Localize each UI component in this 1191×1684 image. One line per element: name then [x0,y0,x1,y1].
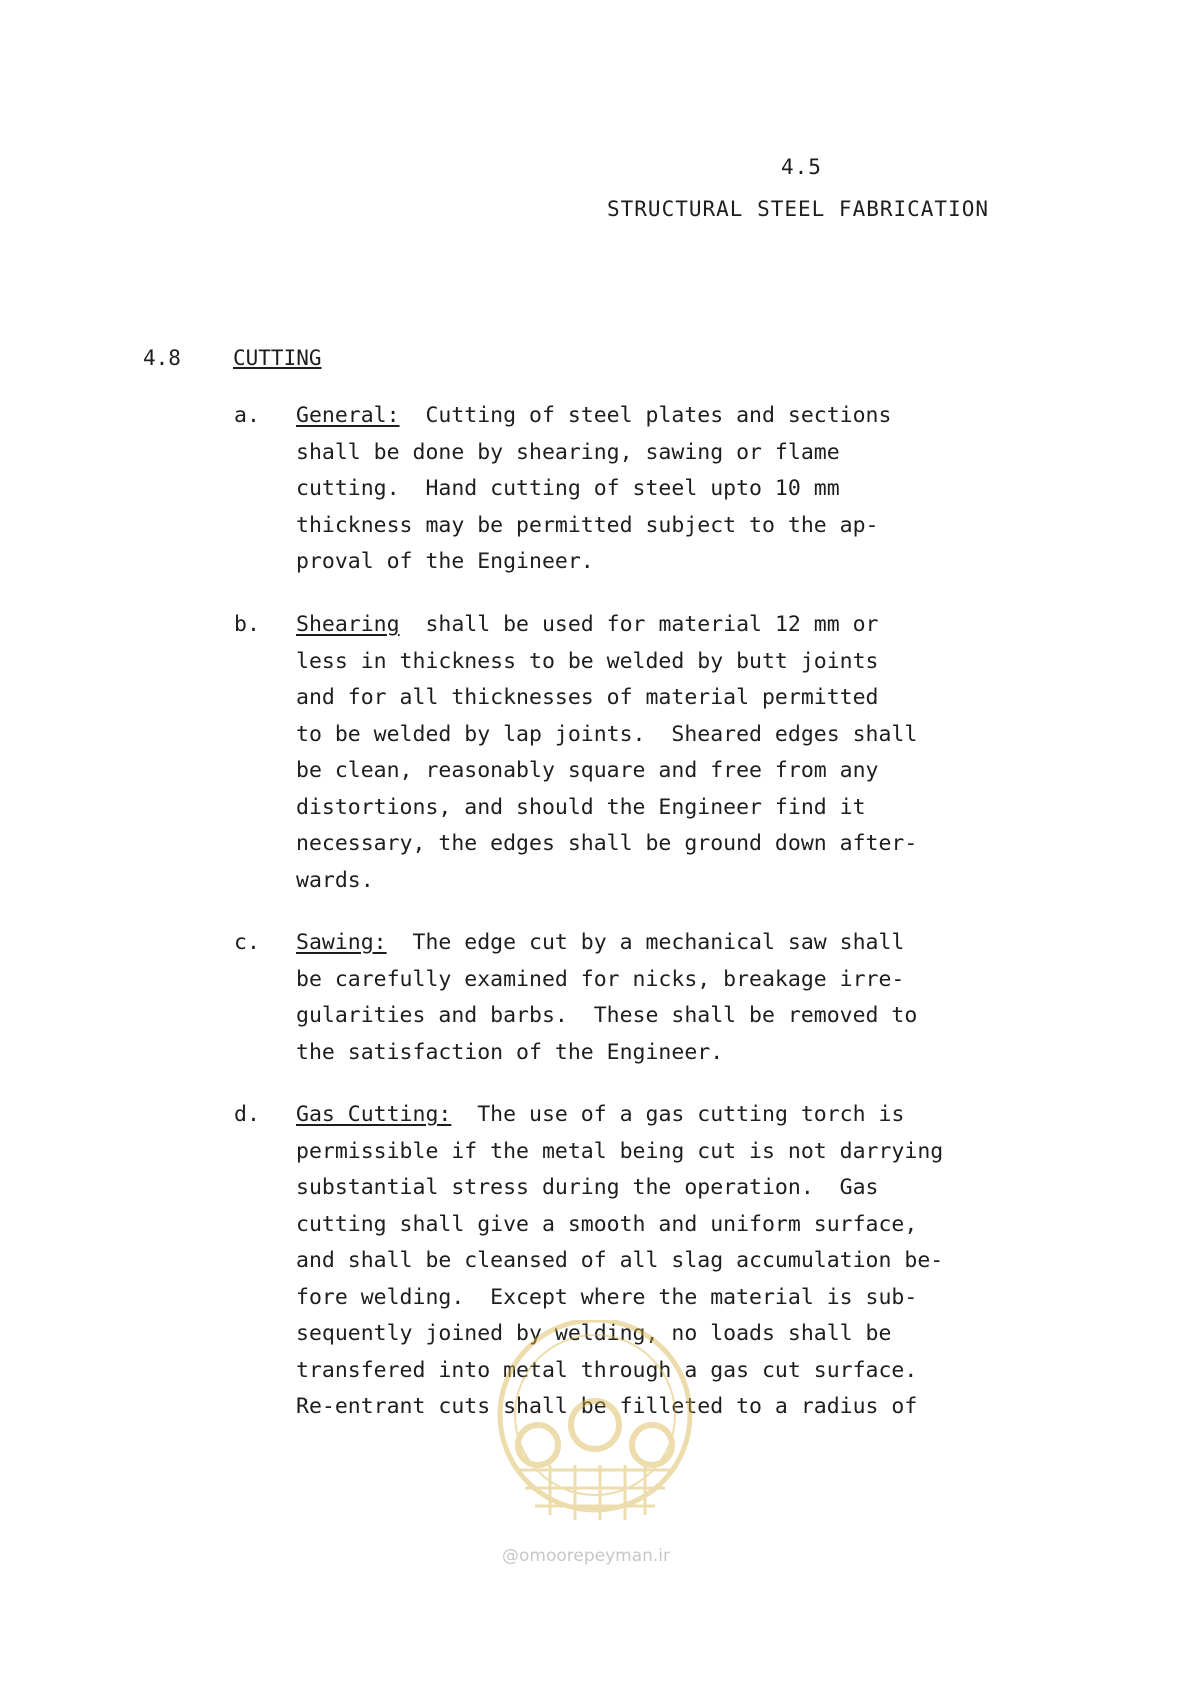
stamp-emblem-icon [490,1320,700,1570]
item-line: Gas Cutting: The use of a gas cutting torch is [296,1102,905,1127]
item-line: the satisfaction of the Engineer. [296,1039,724,1065]
page-number: 4.5 [781,155,822,179]
item-letter: b. [234,612,260,637]
item-line: sequently joined by welding, no loads shall be [296,1321,892,1346]
item-line: fore welding. Except where the material is sub- [296,1284,918,1310]
item-line: to be welded by lap joints. Sheared edges shall [296,721,918,747]
item-letter: a. [234,403,260,428]
section-number: 4.8 [143,346,181,370]
item-line: transfered into metal through a gas cut surface. [296,1357,918,1383]
item-heading: Sawing: [296,930,387,955]
item-heading: Shearing [296,612,400,637]
item-heading: General: [296,403,400,428]
section-title: CUTTING [233,346,322,370]
item-line: shall be done by shearing, sawing or flame [296,439,840,465]
item-letter: d. [234,1102,260,1127]
item-line: Sawing: The edge cut by a mechanical saw shall [296,930,905,955]
item-line: and for all thicknesses of material permitted [296,685,879,710]
item-line: permissible if the metal being cut is not darrying [296,1138,944,1164]
item-line: be clean, reasonably square and free from any [296,758,879,783]
item-line: General: Cutting of steel plates and sections [296,403,892,428]
item-line: distortions, and should the Engineer find it [296,794,866,820]
item-line: necessary, the edges shall be ground down after- [296,831,918,856]
item-body [296,925,1096,1071]
chapter-title: STRUCTURAL STEEL FABRICATION [607,197,990,221]
item-line: be carefully examined for nicks, breakage irre- [296,966,905,992]
item-body [296,398,1096,581]
item-letter: c. [234,930,260,955]
watermark-text: @omoorepeyman.ir [502,1546,671,1566]
item-heading: Gas Cutting: [296,1102,452,1127]
item-line: Re-entrant cuts shall be filleted to a radius of [296,1394,918,1419]
item-line: proval of the Engineer. [296,549,594,574]
item-body [296,607,1096,899]
item-line: less in thickness to be welded by butt joints [296,648,879,674]
item-line: cutting shall give a smooth and uniform surface, [296,1211,918,1237]
item-line: thickness may be permitted subject to the ap- [296,512,879,538]
item-line: and shall be cleansed of all slag accumulation be- [296,1248,944,1273]
item-line: substantial stress during the operation. Gas [296,1175,879,1200]
item-line: Shearing shall be used for material 12 mm or [296,612,879,637]
item-line: cutting. Hand cutting of steel upto 10 mm [296,476,840,501]
item-line: gularities and barbs. These shall be removed to [296,1003,918,1028]
item-line: wards. [296,867,374,893]
